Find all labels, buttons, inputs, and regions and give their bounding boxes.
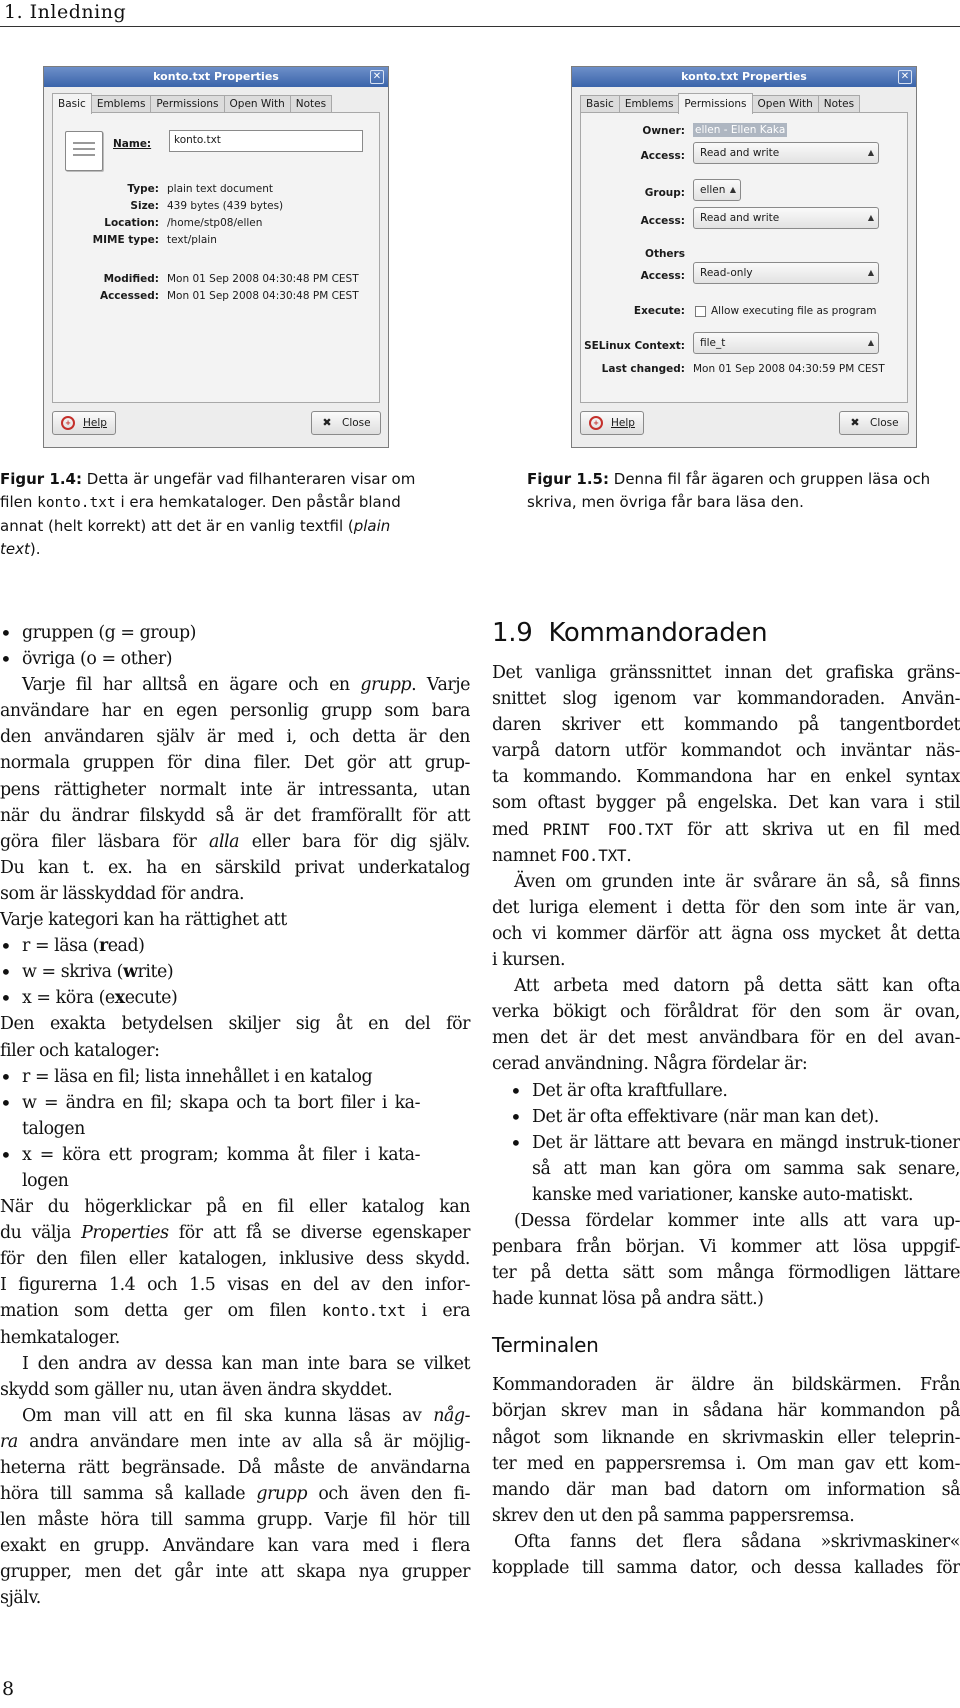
- location-value: /home/stp08/ellen: [167, 217, 263, 229]
- tab-emblems[interactable]: Emblems: [91, 95, 152, 113]
- owner-label: Owner:: [642, 125, 685, 137]
- text-line: cerad användning. Några fördelar är:: [492, 1054, 808, 1075]
- text-line: När du högerklickar på en fil eller katalog kan: [0, 1197, 470, 1218]
- owner-access-value: Read and write: [700, 147, 780, 159]
- text-line: som är lässkyddad för andra.: [0, 883, 245, 904]
- running-head: [0, 0, 960, 27]
- text-line: höra till samma så kallade grupp och även den fi-: [0, 1484, 471, 1505]
- text-line: mation som detta ger om filen konto.txt i era: [0, 1301, 470, 1322]
- text-line: pens rättigheter normalt inte är intressanta, utan: [0, 779, 470, 800]
- text-line: heterna rätt begränsade. Då måste de användarna: [0, 1458, 470, 1478]
- text-line: penbara från början. Vi kommer att lösa uppgif-: [492, 1237, 960, 1258]
- figure-1-4-dialog: [43, 66, 389, 448]
- last-changed-value: Mon 01 Sep 2008 04:30:59 PM CEST: [693, 363, 885, 375]
- tab-open-with[interactable]: Open With: [224, 95, 291, 113]
- others-access-value: Read-only: [700, 267, 753, 279]
- text-line: ter på detta sätt som många förmodligen lättare: [492, 1263, 960, 1284]
- text-line: snittet slog igenom var kommandoraden. Använ-: [492, 689, 960, 710]
- tab-open-with[interactable]: Open With: [752, 95, 819, 113]
- text-line: ter med en pappersremsa i. Om man gav ett kom-: [492, 1453, 960, 1474]
- last-changed-label: Last changed:: [601, 363, 685, 375]
- list-item: • Det är ofta kraftfullare.: [510, 1078, 960, 1104]
- right-column: [492, 616, 960, 1581]
- tab-permissions[interactable]: Permissions: [678, 93, 752, 114]
- list-item: • x = köra ett program; komma åt filer i kata-logen: [0, 1142, 420, 1194]
- text-line: skrev den ut den på samma pappersremsa.: [492, 1505, 855, 1526]
- caption-emphasis: text: [0, 540, 30, 558]
- paragraph: [492, 1372, 960, 1529]
- basic-panel: [52, 112, 380, 403]
- text-line: när du ändrar filskydd så är det framförallt för att: [0, 805, 470, 826]
- group-select[interactable]: [693, 179, 741, 201]
- page-number: 8: [2, 1678, 15, 1700]
- updown-arrows-icon: ▲: [867, 268, 874, 277]
- text-line: verka bökigt och föråldrat för den som är ovan,: [492, 1002, 960, 1023]
- caption-line: filen: [0, 493, 33, 511]
- owner-value: ellen - Ellen Kaka: [695, 124, 786, 136]
- running-head-text: 1. Inledning: [4, 1, 127, 23]
- selinux-label: SELinux Context:: [584, 340, 685, 352]
- tab-basic[interactable]: Basic: [580, 95, 620, 113]
- execute-checkbox-label: Allow executing file as program: [711, 305, 877, 317]
- text-line: Även om grunden inte är svårare än så, så finns: [514, 871, 960, 892]
- text-line: men det är det mest användbara för en del avan-: [492, 1028, 960, 1049]
- list-item: • x = köra (execute): [0, 985, 470, 1011]
- tab-notes[interactable]: Notes: [818, 95, 860, 113]
- selinux-select[interactable]: [693, 332, 879, 354]
- close-button[interactable]: [311, 411, 381, 435]
- window-close-icon[interactable]: ✕: [898, 70, 912, 84]
- text-line: normala gruppen för dina filer. Det gör att grup-: [0, 753, 470, 774]
- caption-line: i era hemkataloger. Den påstår bland: [120, 493, 401, 511]
- text-line: filer och kataloger:: [0, 1040, 160, 1061]
- modified-label: Modified:: [103, 273, 159, 285]
- close-icon: ✖: [322, 416, 332, 429]
- paragraph: [492, 1529, 960, 1581]
- help-button[interactable]: [580, 411, 644, 435]
- dialog-tabs: [580, 93, 859, 113]
- list-item: • Det är ofta effektivare (när man kan det).: [510, 1104, 960, 1130]
- text-line: namnet FOO.TXT.: [492, 845, 632, 866]
- close-button-label: Close: [870, 417, 899, 429]
- dialog-tabs: [52, 93, 331, 113]
- caption-line: Denna fil får ägaren och gruppen läsa och: [613, 470, 931, 488]
- text-line: hemkataloger.: [0, 1327, 120, 1348]
- accessed-label: Accessed:: [99, 290, 159, 302]
- text-line: Varje fil har alltså en ägare och en grupp. Varje: [22, 675, 471, 696]
- paragraph: [492, 869, 960, 973]
- list-item: • gruppen (g = group): [0, 620, 470, 646]
- updown-arrows-icon: ▲: [867, 148, 874, 157]
- paragraph: [492, 660, 960, 869]
- name-field[interactable]: konto.txt: [169, 130, 363, 152]
- mime-type-label: MIME type:: [92, 234, 159, 246]
- selinux-value: file_t: [700, 337, 726, 349]
- text-line: ra andra användare men inte av alla så är möjlig-: [0, 1431, 470, 1452]
- caption-line: ).: [29, 540, 41, 558]
- type-value: plain text document: [167, 183, 273, 195]
- dialog-titlebar: [572, 67, 916, 87]
- text-line: med PRINT FOO.TXT för att skriva ut en fil med: [492, 819, 960, 840]
- paragraph: [492, 973, 960, 1077]
- text-line: I figurerna 1.4 och 1.5 visas en del av den infor-: [0, 1275, 470, 1296]
- dialog-title: konto.txt Properties: [153, 70, 279, 83]
- close-icon: ✖: [850, 416, 860, 429]
- text-line: användare har en egen personlig grupp som bara: [0, 701, 470, 722]
- list-item: • Det är lättare att bevara en mängd instruk-tioner så att man kan göra om samma sak senare, kanske med variationer, kanske auto-matiskt.: [510, 1130, 960, 1208]
- figure-1-4-caption: [0, 468, 436, 561]
- text-line: för den filen eller katalogen, inklusive dess skydd.: [0, 1249, 470, 1270]
- text-line: den användaren själv är med i, och detta är den: [0, 727, 470, 748]
- text-line: varpå datorn utför kommandot och inväntar näs-: [492, 741, 960, 762]
- subsection-title: Terminalen: [492, 1333, 599, 1358]
- updown-arrows-icon: ▲: [867, 213, 874, 222]
- group-value: ellen: [700, 184, 726, 196]
- mime-type-value: text/plain: [167, 234, 217, 246]
- text-line: skydd som gäller nu, utan även ändra skyddet.: [0, 1379, 393, 1400]
- help-icon: +: [589, 416, 603, 430]
- text-file-icon: [65, 131, 103, 171]
- text-line: i kursen.: [492, 950, 566, 971]
- left-column: [0, 620, 470, 1612]
- help-icon: +: [61, 416, 75, 430]
- text-line: (Dessa fördelar kommer inte alls att vara up-: [514, 1210, 960, 1231]
- caption-label: Figur 1.5:: [527, 470, 609, 488]
- section-number: 1.9: [492, 618, 533, 648]
- execute-checkbox[interactable]: [695, 306, 706, 317]
- list-item: • övriga (o = other): [0, 646, 470, 672]
- size-value: 439 bytes (439 bytes): [167, 200, 284, 212]
- size-label: Size:: [130, 200, 159, 212]
- rights-detail-list: [0, 1064, 470, 1194]
- caption-emphasis: plain: [353, 517, 391, 535]
- text-line: ta kommando. Kommandona har en enkel syntax: [492, 767, 960, 788]
- dialog-title: konto.txt Properties: [681, 70, 807, 83]
- paragraph: [0, 1403, 470, 1612]
- figure-1-5-dialog: [571, 66, 917, 448]
- owner-access-label: Access:: [640, 150, 685, 162]
- text-line: göra filer läsbara för alla eller bara för dig själv.: [0, 831, 471, 852]
- others-access-label: Access:: [640, 270, 685, 282]
- group-access-value: Read and write: [700, 212, 780, 224]
- group-access-select[interactable]: [693, 207, 879, 229]
- paragraph: Varje kategori kan ha rättighet att: [0, 910, 287, 931]
- text-line: Ofta fanns det flera sådana »skrivmaskiner«: [514, 1531, 960, 1552]
- modified-value: Mon 01 Sep 2008 04:30:48 PM CEST: [167, 273, 359, 285]
- help-button-label: Help: [611, 417, 635, 429]
- text-line: mando där man bad datorn om information så: [492, 1479, 960, 1500]
- text-line: början skrev man in sådana här kommandon på: [492, 1401, 960, 1422]
- list-item: • r = läsa en fil; lista innehållet i en katalog: [0, 1064, 470, 1090]
- paragraph: [0, 1351, 470, 1403]
- list-item: • r = läsa (read): [0, 933, 470, 959]
- text-line: något som liknande en skrivmaskin eller teleprin-: [492, 1427, 960, 1448]
- window-close-icon[interactable]: ✕: [370, 70, 384, 84]
- category-list: [0, 620, 470, 672]
- help-button-label: Help: [83, 417, 107, 429]
- section-heading: [492, 616, 960, 650]
- text-line: kopplade till samma dator, och dessa kallades för: [492, 1558, 960, 1578]
- section-title: Kommandoraden: [548, 618, 768, 648]
- name-label: Name:: [113, 138, 152, 150]
- text-line: grupper, men det går inte att skapa nya grupper: [0, 1562, 470, 1583]
- text-line: len måste höra till samma grupp. Varje fil hör till: [0, 1510, 470, 1531]
- others-access-select[interactable]: [693, 262, 879, 284]
- tab-notes[interactable]: Notes: [290, 95, 332, 113]
- text-line: själv.: [0, 1588, 41, 1609]
- text-line: I den andra av dessa kan man inte bara se vilket: [22, 1353, 470, 1374]
- text-line: daren skriver ett kommando på tangentbordet: [492, 715, 960, 736]
- text-line: och vi kommer därför att ägna oss mycket åt detta: [492, 923, 960, 944]
- text-line: Den exakta betydelsen skiljer sig åt en del för: [0, 1014, 470, 1035]
- caption-line: annat (helt korrekt) att det är en vanlig textfil (: [0, 517, 354, 535]
- tab-basic[interactable]: Basic: [52, 93, 92, 114]
- caption-code: konto.txt: [37, 495, 116, 511]
- caption-label: Figur 1.4:: [0, 470, 82, 488]
- close-button-label: Close: [342, 417, 371, 429]
- text-line: exakt en grupp. Användare kan vara med i flera: [0, 1536, 470, 1557]
- text-line: Att arbeta med datorn på detta sätt kan ofta: [514, 976, 960, 997]
- rights-list: [0, 933, 470, 1011]
- accessed-value: Mon 01 Sep 2008 04:30:48 PM CEST: [167, 290, 359, 302]
- others-heading: Others: [645, 248, 685, 260]
- text-line: det luriga element i detta för den som inte är van,: [492, 897, 960, 918]
- caption-line: Detta är ungefär vad filhanteraren visar om: [86, 470, 416, 488]
- list-item: • w = ändra en fil; skapa och ta bort filer i ka-talogen: [0, 1090, 420, 1142]
- group-label: Group:: [644, 187, 685, 199]
- tab-emblems[interactable]: Emblems: [619, 95, 680, 113]
- text-line: du välja Properties för att få se diverse egenskaper: [0, 1223, 471, 1244]
- close-button[interactable]: [839, 411, 909, 435]
- text-line: som oftast bygger på engelska. Det kan vara i stil: [492, 793, 960, 814]
- type-label: Type:: [127, 183, 159, 195]
- permissions-panel: [580, 112, 908, 403]
- group-access-label: Access:: [640, 215, 685, 227]
- updown-arrows-icon: ▲: [867, 338, 874, 347]
- paragraph: [0, 1194, 470, 1351]
- text-line: hade kunnat lösa på andra sätt.): [492, 1289, 764, 1310]
- dialog-titlebar: [44, 67, 388, 87]
- text-line: Det vanliga gränssnittet innan det grafiska gräns-: [492, 663, 960, 683]
- text-line: Kommandoraden är äldre än bildskärmen. Från: [492, 1375, 960, 1396]
- figure-1-5-caption: [527, 468, 960, 514]
- paragraph: [0, 1011, 470, 1063]
- advantages-list: [492, 1078, 960, 1208]
- list-item: • w = skriva (write): [0, 959, 470, 985]
- text-line: Du kan t. ex. ha en särskild privat underkatalog: [0, 857, 470, 878]
- tab-permissions[interactable]: Permissions: [150, 95, 224, 113]
- caption-line: skriva, men övriga får bara läsa den.: [527, 493, 804, 511]
- text-line: Om man vill att en fil ska kunna läsas av någ-: [22, 1405, 470, 1426]
- paragraph: [492, 1208, 960, 1312]
- execute-label: Execute:: [633, 305, 685, 317]
- help-button[interactable]: [52, 411, 116, 435]
- location-label: Location:: [104, 217, 159, 229]
- paragraph: [0, 672, 470, 907]
- updown-arrows-icon: ▲: [729, 185, 736, 194]
- owner-access-select[interactable]: [693, 142, 879, 164]
